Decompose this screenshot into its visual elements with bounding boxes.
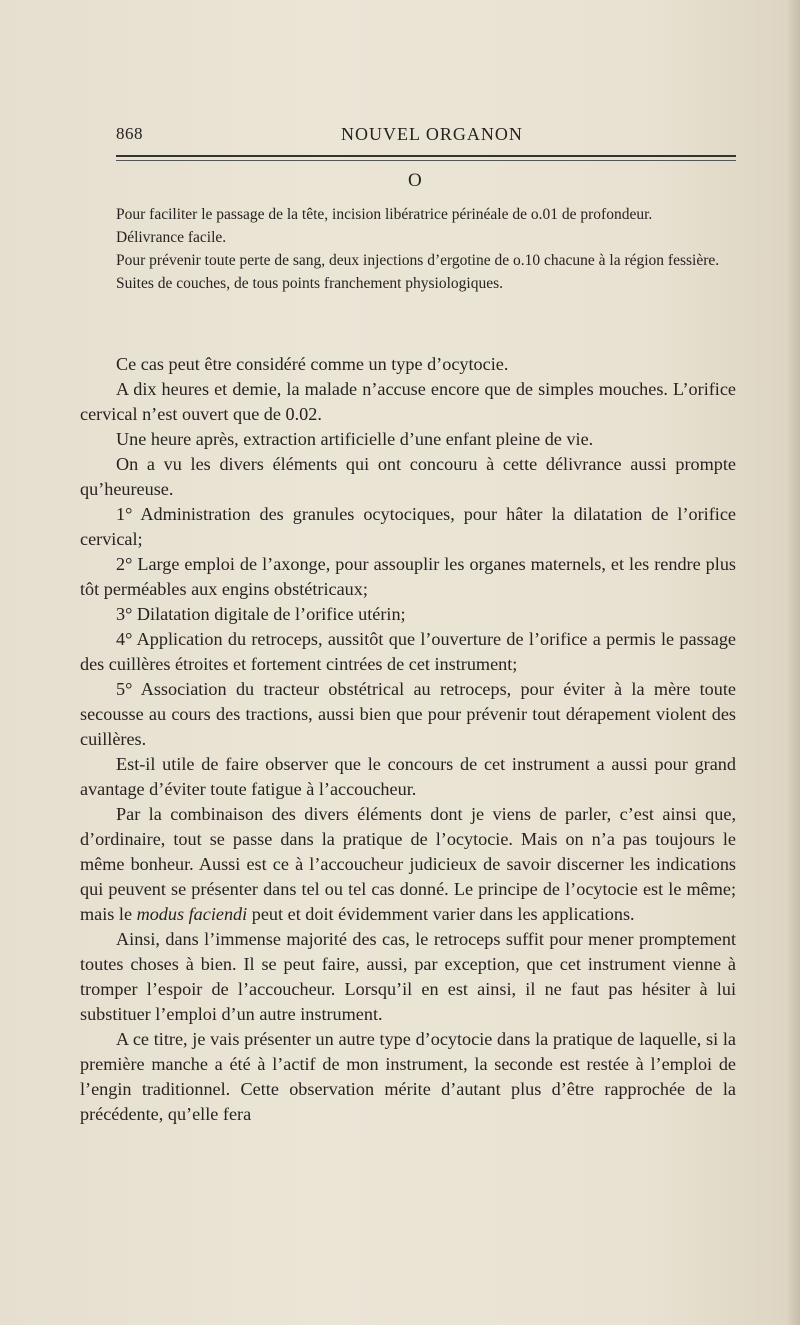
- page-number: 868: [116, 124, 143, 143]
- running-title: NOUVEL ORGANON: [341, 124, 523, 144]
- page-edge-shadow: [786, 0, 800, 1325]
- case-note: Pour prévenir toute perte de sang, deux injections d’ergotine de o.10 chacune à la région fessière.: [116, 252, 720, 269]
- main-text: [80, 352, 736, 1127]
- paragraph: Ainsi, dans l’immense majorité des cas, le retroceps suffit pour mener promptement toutes choses à bien. Il se peut faire, aussi, par exception, que cet instrument vienne à tromper l’espoir de l’accoucheur. Lorsqu’il en est ainsi, il ne faut pas hésiter à lui substituer l’emploi d’un autre instrument.: [80, 929, 736, 1024]
- paragraph: On a vu les divers éléments qui ont concouru à cette délivrance aussi prompte qu’heureuse.: [80, 454, 736, 499]
- case-note: Suites de couches, de tous points franchement physiologiques.: [116, 275, 504, 292]
- paragraph: Est-il utile de faire observer que le concours de cet instrument a aussi pour grand avantage d’éviter toute fatigue à l’accoucheur.: [80, 754, 736, 799]
- list-item-2: 2° Large emploi de l’axonge, pour assouplir les organes maternels, et les rendre plus tôt perméables aux engins obstétricaux;: [80, 554, 736, 599]
- italic-term: modus faciendi: [136, 904, 248, 924]
- list-item-5: 5° Association du tracteur obstétrical au retroceps, pour éviter à la mère toute secousse au cours des tractions, aussi bien que pour prévenir tout dérapement violent des cuillères.: [80, 679, 736, 749]
- list-item-1: 1° Administration des granules ocytociques, pour hâter la dilatation de l’orifice cervical;: [80, 504, 736, 549]
- page-header: [116, 124, 736, 148]
- list-item-4: 4° Application du retroceps, aussitôt que l’ouverture de l’orifice a permis le passage des cuillères étroites et fortement cintrées de cet instrument;: [80, 629, 736, 674]
- paragraph: Une heure après, extraction artificielle d’une enfant pleine de vie.: [116, 429, 594, 449]
- list-item-3: 3° Dilatation digitale de l’orifice utérin;: [116, 604, 406, 624]
- text-run: Par la combinaison des divers éléments dont je viens de parler, c’est ainsi que, d’ordinaire, tout se passe dans la pratique de l’ocytocie. Mais on n’a pas toujours le même bonheur. Aussi est ce à l’accoucheur judicieux de savoir discerner les indications qui peuvent se présenter dans tel ou tel cas donné. Le principe de l’ocytocie est le même; mais le: [80, 804, 736, 924]
- case-note: Délivrance facile.: [116, 229, 227, 246]
- section-letter: O: [408, 170, 422, 191]
- header-rule-thin: [116, 160, 736, 161]
- text-run: peut et doit évidemment varier dans les applications.: [247, 904, 635, 924]
- header-rule: [116, 155, 736, 157]
- paragraph: A dix heures et demie, la malade n’accuse encore que de simples mouches. L’orifice cervical n’est ouvert que de 0.02.: [80, 379, 736, 424]
- paragraph: A ce titre, je vais présenter un autre type d’ocytocie dans la pratique de laquelle, si la première manche a été à l’actif de mon instrument, la seconde est restée à l’emploi de l’engin traditionnel. Cette observation mérite d’autant plus d’être rapprochée de la précédente, qu’elle fera: [80, 1029, 736, 1124]
- case-note: Pour faciliter le passage de la tête, incision libératrice périnéale de o.01 de profondeur.: [116, 206, 653, 223]
- paragraph: Ce cas peut être considéré comme un type d’ocytocie.: [116, 354, 509, 374]
- case-notes: [80, 204, 736, 296]
- paragraph-modus: [80, 802, 736, 927]
